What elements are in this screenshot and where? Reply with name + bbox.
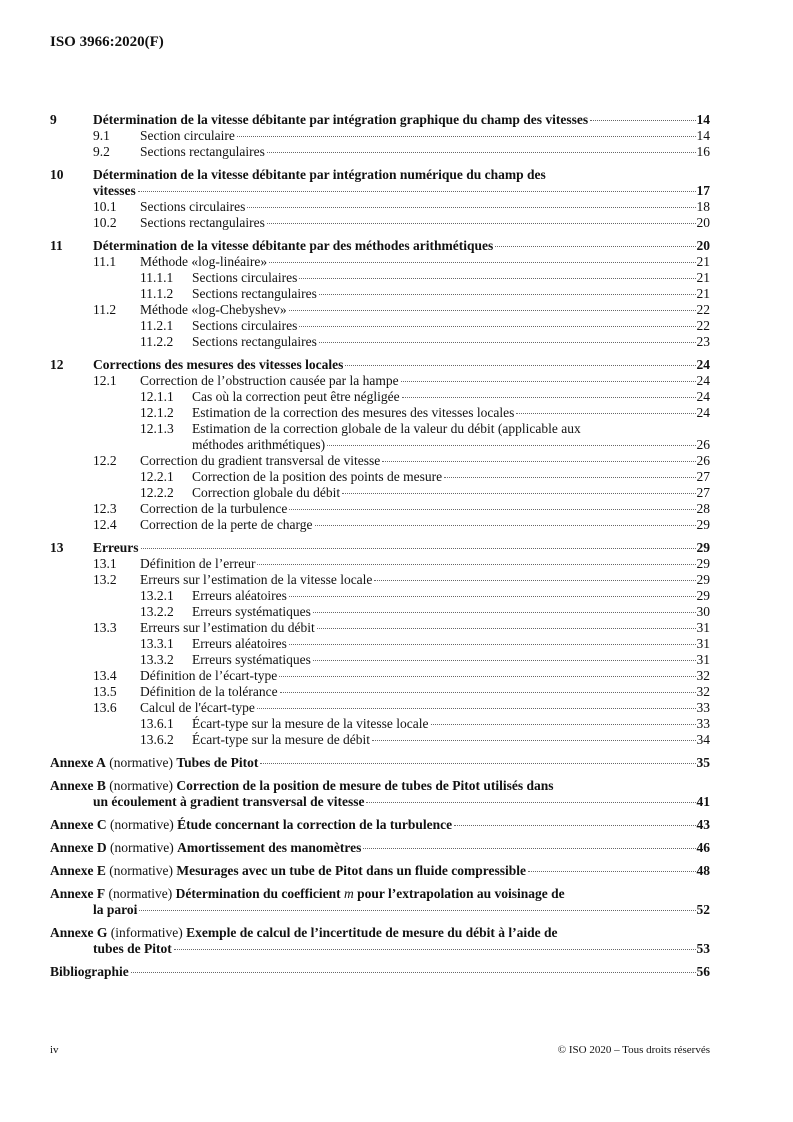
- dot-leader: [528, 871, 695, 872]
- toc-entry-page[interactable]: 27: [696, 485, 710, 500]
- toc-entry-line: [192, 389, 710, 405]
- toc-entry-page[interactable]: 29: [696, 517, 710, 532]
- toc-entry-title: Amortissement des manomètres: [177, 840, 362, 855]
- toc-entry-title: Correction du gradient transversal de vitesse: [140, 453, 381, 468]
- toc-entry-title: tubes de Pitot: [93, 941, 172, 956]
- dot-leader: [382, 461, 695, 462]
- toc-entry-line: [192, 716, 710, 732]
- toc-entry-page[interactable]: 29: [696, 572, 710, 587]
- dot-leader: [289, 310, 696, 311]
- toc-entry-number: 13.1: [93, 556, 117, 571]
- footer-copyright: © ISO 2020 – Tous droits réservés: [557, 1044, 710, 1056]
- toc-entry-title: Cas où la correction peut être négligée: [192, 389, 400, 404]
- annex-type: (normative): [108, 886, 173, 901]
- dot-leader: [366, 802, 695, 803]
- dot-leader: [319, 342, 696, 343]
- toc-entry[interactable]: [50, 485, 710, 501]
- toc-entry[interactable]: [50, 540, 710, 556]
- toc-entry[interactable]: [50, 925, 710, 957]
- toc-entry-line: [192, 732, 710, 748]
- toc-entry-page[interactable]: 31: [696, 652, 710, 667]
- toc-entry-page[interactable]: 34: [696, 732, 710, 747]
- toc-entry[interactable]: [50, 270, 710, 286]
- toc-entry-line: [50, 964, 710, 980]
- dot-leader: [279, 676, 695, 677]
- dot-leader: [257, 564, 695, 565]
- toc-entry-page[interactable]: 32: [696, 684, 710, 699]
- dot-leader: [138, 191, 696, 192]
- toc-entry-title: Détermination du coefficient m pour l’extrapolation au voisinage de: [175, 886, 565, 901]
- toc-entry-title: Sections circulaires: [192, 270, 298, 285]
- toc-entry-line: [140, 453, 710, 469]
- toc-entry-line: [93, 112, 710, 128]
- toc-entry-page[interactable]: 46: [696, 840, 710, 855]
- toc-entry-title: Définition de l’écart-type: [140, 668, 278, 683]
- dot-leader: [299, 278, 695, 279]
- toc-entry-line: [192, 588, 710, 604]
- toc-entry[interactable]: [50, 716, 710, 732]
- toc-entry[interactable]: [50, 167, 710, 199]
- toc-entry-line: [140, 199, 710, 215]
- footer-page-number: iv: [50, 1044, 59, 1056]
- toc-entry-page[interactable]: 21: [696, 270, 710, 285]
- toc-entry-page[interactable]: 29: [696, 588, 710, 603]
- toc-entry-line: [93, 902, 710, 918]
- toc-entry-page[interactable]: 16: [696, 144, 710, 159]
- toc-entry-number: 12.1.2: [140, 405, 174, 420]
- dot-leader: [372, 740, 695, 741]
- toc-entry-title: Erreurs sur l’estimation de la vitesse locale: [140, 572, 373, 587]
- toc-entry-number: 11.2: [93, 302, 117, 317]
- toc-entry-title: Erreurs systématiques: [192, 652, 311, 667]
- annex-type: (informative): [110, 925, 183, 940]
- toc-entry-line: [192, 485, 710, 501]
- toc-entry[interactable]: [50, 620, 710, 636]
- toc-entry-title: Détermination de la vitesse débitante par intégration numérique du champ des: [93, 167, 546, 182]
- toc-entry-page[interactable]: 24: [696, 373, 710, 388]
- toc-entry-title: Détermination de la vitesse débitante par des méthodes arithmétiques: [93, 238, 494, 253]
- toc-entry[interactable]: [50, 128, 710, 144]
- toc-entry-page[interactable]: 23: [696, 334, 710, 349]
- toc-entry-line: [192, 636, 710, 652]
- toc-entry[interactable]: [50, 652, 710, 668]
- toc-entry-line: [192, 652, 710, 668]
- toc-entry-line: [192, 604, 710, 620]
- toc-entry-page[interactable]: 24: [696, 357, 710, 372]
- toc-entry-line: [140, 620, 710, 636]
- toc-entry-title: vitesses: [93, 183, 136, 198]
- toc-entry[interactable]: [50, 373, 710, 389]
- toc-entry-line: [93, 941, 710, 957]
- toc-entry-line: [192, 405, 710, 421]
- dot-leader: [139, 910, 695, 911]
- toc-entry-page[interactable]: 29: [696, 540, 710, 555]
- toc-entry-page[interactable]: 41: [696, 794, 710, 809]
- annex-label: Annexe E: [50, 863, 106, 878]
- toc-entry-line: [93, 167, 710, 183]
- toc-entry-number: 13.2: [93, 572, 117, 587]
- toc-entry[interactable]: [50, 700, 710, 716]
- toc-entry[interactable]: [50, 604, 710, 620]
- toc-entry-title: Erreurs systématiques: [192, 604, 311, 619]
- dot-leader: [237, 136, 696, 137]
- toc-entry-line: [140, 556, 710, 572]
- dot-leader: [267, 223, 696, 224]
- toc-entry-title: Erreurs sur l’estimation du débit: [140, 620, 315, 635]
- toc-entry-number: 12.1: [93, 373, 117, 388]
- toc-entry-page[interactable]: 26: [696, 453, 710, 468]
- toc-entry-title: méthodes arithmétiques): [192, 437, 326, 452]
- toc-entry-number: 12.3: [93, 501, 117, 516]
- dot-leader: [141, 548, 696, 549]
- toc-entry[interactable]: [50, 238, 710, 254]
- toc-entry[interactable]: [50, 817, 710, 833]
- toc-entry-line: [140, 215, 710, 231]
- toc-entry-title: un écoulement à gradient transversal de vitesse: [93, 794, 365, 809]
- toc-entry-title: Sections rectangulaires: [140, 215, 265, 230]
- dot-leader: [289, 596, 696, 597]
- dot-leader: [402, 397, 696, 398]
- toc-entry-number: 11: [50, 238, 63, 253]
- toc-entry-title: Bibliographie: [50, 964, 129, 979]
- toc-entry-line: [140, 700, 710, 716]
- toc-entry-title: Correction de la position des points de mesure: [192, 469, 443, 484]
- toc-entry-title: Définition de la tolérance: [140, 684, 278, 699]
- toc-entry-number: 12.2.2: [140, 485, 174, 500]
- toc-entry-title: Sections rectangulaires: [192, 286, 317, 301]
- annex-label: Annexe F: [50, 886, 106, 901]
- toc-entry-title: Correction de la position de mesure de tubes de Pitot utilisés dans: [176, 778, 554, 793]
- toc-entry-number: 12.2.1: [140, 469, 174, 484]
- toc-entry-page[interactable]: 22: [696, 318, 710, 333]
- toc-entry[interactable]: [50, 334, 710, 350]
- toc-entry[interactable]: [50, 286, 710, 302]
- toc-entry-number: 9: [50, 112, 57, 127]
- toc-entry-line: [50, 863, 710, 879]
- toc-entry-line: [140, 254, 710, 270]
- toc-entry-number: 11.2.2: [140, 334, 174, 349]
- toc-entry-number: 12.4: [93, 517, 117, 532]
- annex-label: Annexe B: [50, 778, 106, 793]
- toc-entry-line: [50, 925, 710, 941]
- dot-leader: [131, 972, 696, 973]
- toc-entry-number: 13.3.2: [140, 652, 174, 667]
- toc-entry-line: [50, 755, 710, 771]
- dot-leader: [257, 708, 696, 709]
- toc-entry-title: Sections rectangulaires: [192, 334, 317, 349]
- toc-entry[interactable]: [50, 199, 710, 215]
- toc-entry-page[interactable]: 33: [696, 700, 710, 715]
- dot-leader: [317, 628, 696, 629]
- toc-entry-page[interactable]: 20: [696, 238, 710, 253]
- toc-entry-line: [93, 794, 710, 810]
- toc-entry-number: 10.2: [93, 215, 117, 230]
- toc-entry-line: [140, 128, 710, 144]
- toc-entry-number: 12: [50, 357, 64, 372]
- toc-entry-title: Étude concernant la correction de la turbulence: [177, 817, 453, 832]
- toc-entry[interactable]: [50, 421, 710, 453]
- toc-entry-title: la paroi: [93, 902, 138, 917]
- toc-entry[interactable]: [50, 778, 710, 810]
- toc-entry[interactable]: [50, 556, 710, 572]
- toc-entry-page[interactable]: 32: [696, 668, 710, 683]
- toc-entry-line: [192, 334, 710, 350]
- toc-entry-page[interactable]: 22: [696, 302, 710, 317]
- toc-entry-number: 9.2: [93, 144, 110, 159]
- toc-entry-page[interactable]: 14: [696, 112, 710, 127]
- annex-type: (normative): [110, 817, 174, 832]
- dot-leader: [319, 294, 696, 295]
- toc-entry-number: 13.5: [93, 684, 117, 699]
- toc-entry-title: Sections circulaires: [140, 199, 246, 214]
- toc-entry-number: 13.2.2: [140, 604, 174, 619]
- dot-leader: [327, 445, 695, 446]
- toc-entry-line: [50, 886, 710, 902]
- toc-entry-title: Correction de l’obstruction causée par la hampe: [140, 373, 399, 388]
- dot-leader: [313, 612, 696, 613]
- toc-entry-page[interactable]: 14: [696, 128, 710, 143]
- toc-entry-title: Estimation de la correction des mesures des vitesses locales: [192, 405, 515, 420]
- toc-entry-title: Écart-type sur la mesure de la vitesse locale: [192, 716, 429, 731]
- toc-entry-page[interactable]: 33: [696, 716, 710, 731]
- dot-leader: [363, 848, 695, 849]
- toc-entry-line: [140, 144, 710, 160]
- toc-entry-line: [50, 817, 710, 833]
- toc-entry-page[interactable]: 29: [696, 556, 710, 571]
- toc-entry[interactable]: [50, 357, 710, 373]
- annex-type: (normative): [109, 755, 173, 770]
- dot-leader: [289, 644, 696, 645]
- toc-entry[interactable]: [50, 840, 710, 856]
- toc-entry-number: 13.3.1: [140, 636, 174, 651]
- toc-entry-title: Estimation de la correction globale de la valeur du débit (applicable aux: [192, 421, 581, 436]
- dot-leader: [495, 246, 695, 247]
- toc-entry[interactable]: [50, 863, 710, 879]
- toc-entry-number: 13.6.2: [140, 732, 174, 747]
- toc-entry-line: [140, 668, 710, 684]
- document-header-id: ISO 3966:2020(F): [50, 34, 164, 50]
- toc-entry-line: [93, 183, 710, 199]
- toc-entry-number: 10: [50, 167, 64, 182]
- toc-entry-number: 11.1: [93, 254, 117, 269]
- toc-entry-number: 9.1: [93, 128, 110, 143]
- toc-entry-number: 12.1.3: [140, 421, 174, 436]
- dot-leader: [269, 262, 695, 263]
- dot-leader: [444, 477, 695, 478]
- annex-type: (normative): [109, 778, 173, 793]
- dot-leader: [315, 525, 696, 526]
- toc-entry-page[interactable]: 26: [696, 437, 710, 452]
- toc-entry-line: [140, 373, 710, 389]
- toc-entry[interactable]: [50, 389, 710, 405]
- toc-entry-number: 12.2: [93, 453, 117, 468]
- toc-entry-title: Sections rectangulaires: [140, 144, 265, 159]
- toc-entry-title: Section circulaire: [140, 128, 235, 143]
- toc-entry-page[interactable]: 31: [696, 636, 710, 651]
- dot-leader: [345, 365, 695, 366]
- toc-entry-page[interactable]: 35: [696, 755, 710, 770]
- dot-leader: [247, 207, 695, 208]
- toc-entry-title: Écart-type sur la mesure de débit: [192, 732, 371, 747]
- toc-entry-page[interactable]: 56: [696, 964, 710, 979]
- toc-entry-number: 13.6.1: [140, 716, 174, 731]
- annex-type: (normative): [109, 863, 173, 878]
- dot-leader: [280, 692, 696, 693]
- toc-entry-number: 13.2.1: [140, 588, 174, 603]
- annex-type: (normative): [110, 840, 174, 855]
- toc-entry[interactable]: [50, 732, 710, 748]
- toc-entry-title: Méthode «log-Chebyshev»: [140, 302, 287, 317]
- toc-entry[interactable]: [50, 964, 710, 980]
- toc-entry[interactable]: [50, 302, 710, 318]
- toc-entry-page[interactable]: 24: [696, 405, 710, 420]
- annex-label: Annexe C: [50, 817, 107, 832]
- toc-entry[interactable]: [50, 254, 710, 270]
- toc-entry-line: [93, 357, 710, 373]
- annex-label: Annexe D: [50, 840, 107, 855]
- toc-entry-page[interactable]: 18: [696, 199, 710, 214]
- toc-entry-page[interactable]: 52: [696, 902, 710, 917]
- toc-entry[interactable]: [50, 572, 710, 588]
- toc-entry-title: Mesurages avec un tube de Pitot dans un fluide compressible: [176, 863, 527, 878]
- toc-entry-title: Tubes de Pitot: [176, 755, 259, 770]
- toc-entry-title: Calcul de l'écart-type: [140, 700, 255, 715]
- toc-entry[interactable]: [50, 318, 710, 334]
- toc-entry-page[interactable]: 53: [696, 941, 710, 956]
- toc-entry-line: [192, 469, 710, 485]
- toc-entry-page[interactable]: 30: [696, 604, 710, 619]
- dot-leader: [267, 152, 696, 153]
- toc-entry-page[interactable]: 20: [696, 215, 710, 230]
- dot-leader: [401, 381, 696, 382]
- toc-entry-number: 13.4: [93, 668, 117, 683]
- toc-entry-line: [50, 778, 710, 794]
- dot-leader: [374, 580, 695, 581]
- toc-entry-page[interactable]: 24: [696, 389, 710, 404]
- dot-leader: [431, 724, 696, 725]
- toc-entry-title: Correction de la perte de charge: [140, 517, 313, 532]
- toc-entry[interactable]: [50, 501, 710, 517]
- toc-entry-title: Correction de la turbulence: [140, 501, 288, 516]
- toc-entry-page[interactable]: 17: [696, 183, 710, 198]
- toc-entry-line: [192, 421, 710, 437]
- toc-entry-number: 13.6: [93, 700, 117, 715]
- toc-entry-title: Erreurs: [93, 540, 139, 555]
- toc-entry-page[interactable]: 27: [696, 469, 710, 484]
- toc-entry-title: Méthode «log-linéaire»: [140, 254, 268, 269]
- annex-label: Annexe A: [50, 755, 106, 770]
- toc-entry-line: [140, 684, 710, 700]
- toc-entry-page[interactable]: 21: [696, 286, 710, 301]
- toc-entry[interactable]: [50, 215, 710, 231]
- toc-entry-line: [192, 286, 710, 302]
- dot-leader: [342, 493, 695, 494]
- toc-entry-number: 11.1.1: [140, 270, 174, 285]
- toc-entry-page[interactable]: 21: [696, 254, 710, 269]
- toc-entry-line: [192, 270, 710, 286]
- toc-entry-number: 11.1.2: [140, 286, 174, 301]
- toc-entry-title: Correction globale du débit: [192, 485, 341, 500]
- toc-entry-number: 13: [50, 540, 64, 555]
- toc-entry-title: Exemple de calcul de l’incertitude de mesure du débit à l’aide de: [186, 925, 558, 940]
- toc-entry-line: [192, 318, 710, 334]
- toc-entry[interactable]: [50, 453, 710, 469]
- toc-entry[interactable]: [50, 469, 710, 485]
- toc-entry-page[interactable]: 31: [696, 620, 710, 635]
- toc-entry[interactable]: [50, 886, 710, 918]
- toc-entry-line: [140, 501, 710, 517]
- toc-entry[interactable]: [50, 636, 710, 652]
- dot-leader: [260, 763, 695, 764]
- toc-entry-title: Détermination de la vitesse débitante par intégration graphique du champ des vitesses: [93, 112, 589, 127]
- toc-entry-title: Sections circulaires: [192, 318, 298, 333]
- toc-entry-title: Corrections des mesures des vitesses locales: [93, 357, 344, 372]
- dot-leader: [516, 413, 695, 414]
- toc-entry-line: [192, 437, 710, 453]
- toc-entry-title: Erreurs aléatoires: [192, 588, 287, 603]
- toc-entry[interactable]: [50, 144, 710, 160]
- toc-entry-title: Erreurs aléatoires: [192, 636, 287, 651]
- toc-entry[interactable]: [50, 755, 710, 771]
- toc-entry[interactable]: [50, 588, 710, 604]
- toc-entry-line: [140, 572, 710, 588]
- dot-leader: [454, 825, 695, 826]
- toc-entry-line: [93, 540, 710, 556]
- toc-entry-line: [140, 517, 710, 533]
- toc-entry-number: 13.3: [93, 620, 117, 635]
- toc-entry-page[interactable]: 43: [696, 817, 710, 832]
- toc-entry-number: 11.2.1: [140, 318, 174, 333]
- dot-leader: [313, 660, 696, 661]
- table-of-contents: [50, 112, 710, 980]
- toc-entry-line: [50, 840, 710, 856]
- toc-entry-line: [93, 238, 710, 254]
- toc-entry-number: 12.1.1: [140, 389, 174, 404]
- toc-entry[interactable]: [50, 668, 710, 684]
- toc-entry-title: Définition de l’erreur: [140, 556, 256, 571]
- toc-entry-page[interactable]: 48: [696, 863, 710, 878]
- toc-entry[interactable]: [50, 517, 710, 533]
- toc-entry-number: 10.1: [93, 199, 117, 214]
- dot-leader: [174, 949, 696, 950]
- dot-leader: [590, 120, 695, 121]
- annex-label: Annexe G: [50, 925, 108, 940]
- dot-leader: [299, 326, 695, 327]
- dot-leader: [289, 509, 695, 510]
- toc-entry[interactable]: [50, 684, 710, 700]
- toc-entry-page[interactable]: 28: [696, 501, 710, 516]
- toc-entry-line: [140, 302, 710, 318]
- toc-entry[interactable]: [50, 112, 710, 128]
- toc-entry[interactable]: [50, 405, 710, 421]
